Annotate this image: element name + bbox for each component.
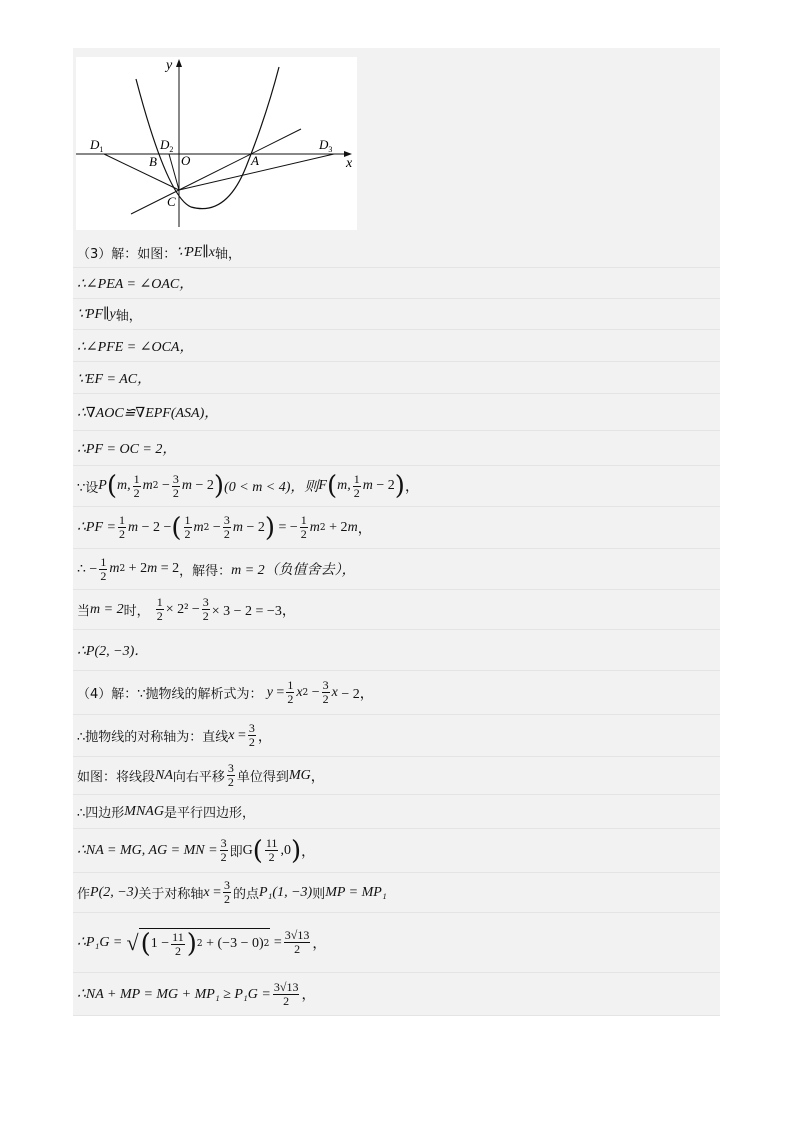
text: 轴， <box>115 308 142 324</box>
line-1 <box>73 237 720 268</box>
math: MG <box>288 767 311 783</box>
label-d1: $D_1$ <box>90 137 104 154</box>
text: （3）解：如图： <box>77 246 177 262</box>
math: MNAG <box>124 803 164 819</box>
text: ∴抛物线的对称轴为：直线 <box>77 730 229 745</box>
line-cd2 <box>169 154 179 190</box>
math: ∴P(2, −3)． <box>77 644 149 659</box>
line-18: 作 P(2, −3) 关于对称轴 x = $\frac{3}{2}$ 的点 P₁(1, −3) 则 MP = MP₁ <box>73 873 720 913</box>
text: 单位得到 <box>236 770 289 785</box>
line-8: ∵设 P ( m, $\frac{1}{2}$ m 2 − $\frac{3}{2}$ m − 2 ) (0 < m < 4)，则 F ( m, $\frac{1}{2}$ m − 2 ) ， <box>73 466 720 507</box>
line-2 <box>73 268 720 299</box>
math: ∴NA = MG, AG = MN = <box>77 843 218 858</box>
math: NA <box>155 767 173 783</box>
text: ∵设 <box>77 480 99 496</box>
line-5 <box>73 362 720 394</box>
math: ∴P₁G = <box>77 935 123 950</box>
line-17: ∴NA = MG, AG = MN = $\frac{3}{2}$ 即 G ( $\frac{11}{2}$ ,0 ) ， <box>73 829 720 873</box>
math: F <box>318 478 327 493</box>
label-o: O <box>181 153 191 168</box>
parabola-curve <box>136 67 279 209</box>
line-12 <box>73 630 720 671</box>
label-y: y <box>166 58 173 73</box>
figure-svg <box>76 57 357 230</box>
text: ，解得： <box>179 563 232 579</box>
text: 即 <box>229 845 243 860</box>
label-a: A <box>251 153 259 168</box>
text: 如图：将线段 <box>77 770 156 785</box>
text: ∴四边形 <box>77 806 125 821</box>
line-9: ∴PF = $\frac{1}{2}$ m − 2 − ( $\frac{1}{2}$ m 2 − $\frac{3}{2}$ m − 2 ) = − $\frac{1}{2}$ m 2 + 2 m ， <box>73 507 720 549</box>
math: ∵PF∥y <box>77 306 116 322</box>
text: 的点 <box>232 887 259 902</box>
math: P <box>98 478 107 493</box>
math: m = 2（负值舍去）， <box>231 563 356 578</box>
line-16 <box>73 795 720 829</box>
label-c: C <box>167 194 176 209</box>
label-d2: $D_2$ <box>160 137 174 154</box>
text: 作 <box>77 887 91 902</box>
math: P₁(1, −3) <box>259 884 313 900</box>
math: ∵PE∥x <box>176 244 215 260</box>
text: 时， <box>123 604 150 619</box>
math: ∴∠PFE = ∠OCA， <box>77 339 194 355</box>
math: ∵EF = AC， <box>77 371 152 387</box>
text: 向右平移 <box>172 770 225 785</box>
line-20: ∴NA + MP = MG + MP₁ ≥ P₁G = $\frac{3√13}{2}$ ， <box>73 973 720 1016</box>
math: ∴∠PEA = ∠OAC， <box>77 277 194 292</box>
line-14: ∴抛物线的对称轴为：直线 x = $\frac{3}{2}$ ， <box>73 715 720 757</box>
line-7 <box>73 431 720 466</box>
line-19: ∴P₁G = √ ( 1 − $\frac{11}{2}$ ) 2 + (−3 − 0) 2 = $\frac{3√13}{2}$ ， <box>73 913 720 973</box>
text: 关于对称轴 <box>138 887 204 902</box>
math: × 3 − 2 = −3， <box>211 603 296 619</box>
text: 轴， <box>214 246 241 262</box>
math: ∴NA + MP = MG + MP₁ ≥ P₁G = <box>77 986 271 1002</box>
y-axis-arrow <box>176 59 182 67</box>
text: 则 <box>312 887 326 902</box>
line-3 <box>73 299 720 330</box>
label-d3: $D_3$ <box>319 137 333 154</box>
line-11: 当 m = 2 时， $\frac{1}{2}$ × 2² − $\frac{3}{2}$ × 3 − 2 = −3， <box>73 590 720 630</box>
math: ∴∇AOC≌∇EPF(ASA)， <box>77 406 219 421</box>
label-b: B <box>149 154 157 169</box>
line-15: 如图：将线段 NA 向右平移 $\frac{3}{2}$ 单位得到 MG ， <box>73 757 720 795</box>
text: 是平行四边形， <box>163 806 255 821</box>
line-cd1 <box>104 154 179 190</box>
parabola-figure <box>76 57 357 230</box>
math: MP = MP₁ <box>325 884 387 900</box>
line-13: （4）解：∵抛物线的解析式为： y = $\frac{1}{2}$ x 2 − $\frac{3}{2}$ x − 2， <box>73 671 720 715</box>
math: P(2, −3) <box>90 884 139 900</box>
line-4 <box>73 330 720 362</box>
math: × 2² − <box>165 601 200 617</box>
math: m = 2 <box>90 601 124 617</box>
text: 当 <box>77 604 91 619</box>
text: （4）解：∵抛物线的解析式为： <box>77 687 263 702</box>
label-x: x <box>346 156 353 171</box>
line-10: ∴ − $\frac{1}{2}$ m 2 + 2 m = 2 ，解得： m = 2（负值舍去）， <box>73 549 720 590</box>
line-6 <box>73 394 720 431</box>
math: ∴PF = OC = 2， <box>77 442 177 457</box>
math: ∴PF = <box>77 520 116 535</box>
math: (0 < m < 4)，则 <box>224 480 319 495</box>
